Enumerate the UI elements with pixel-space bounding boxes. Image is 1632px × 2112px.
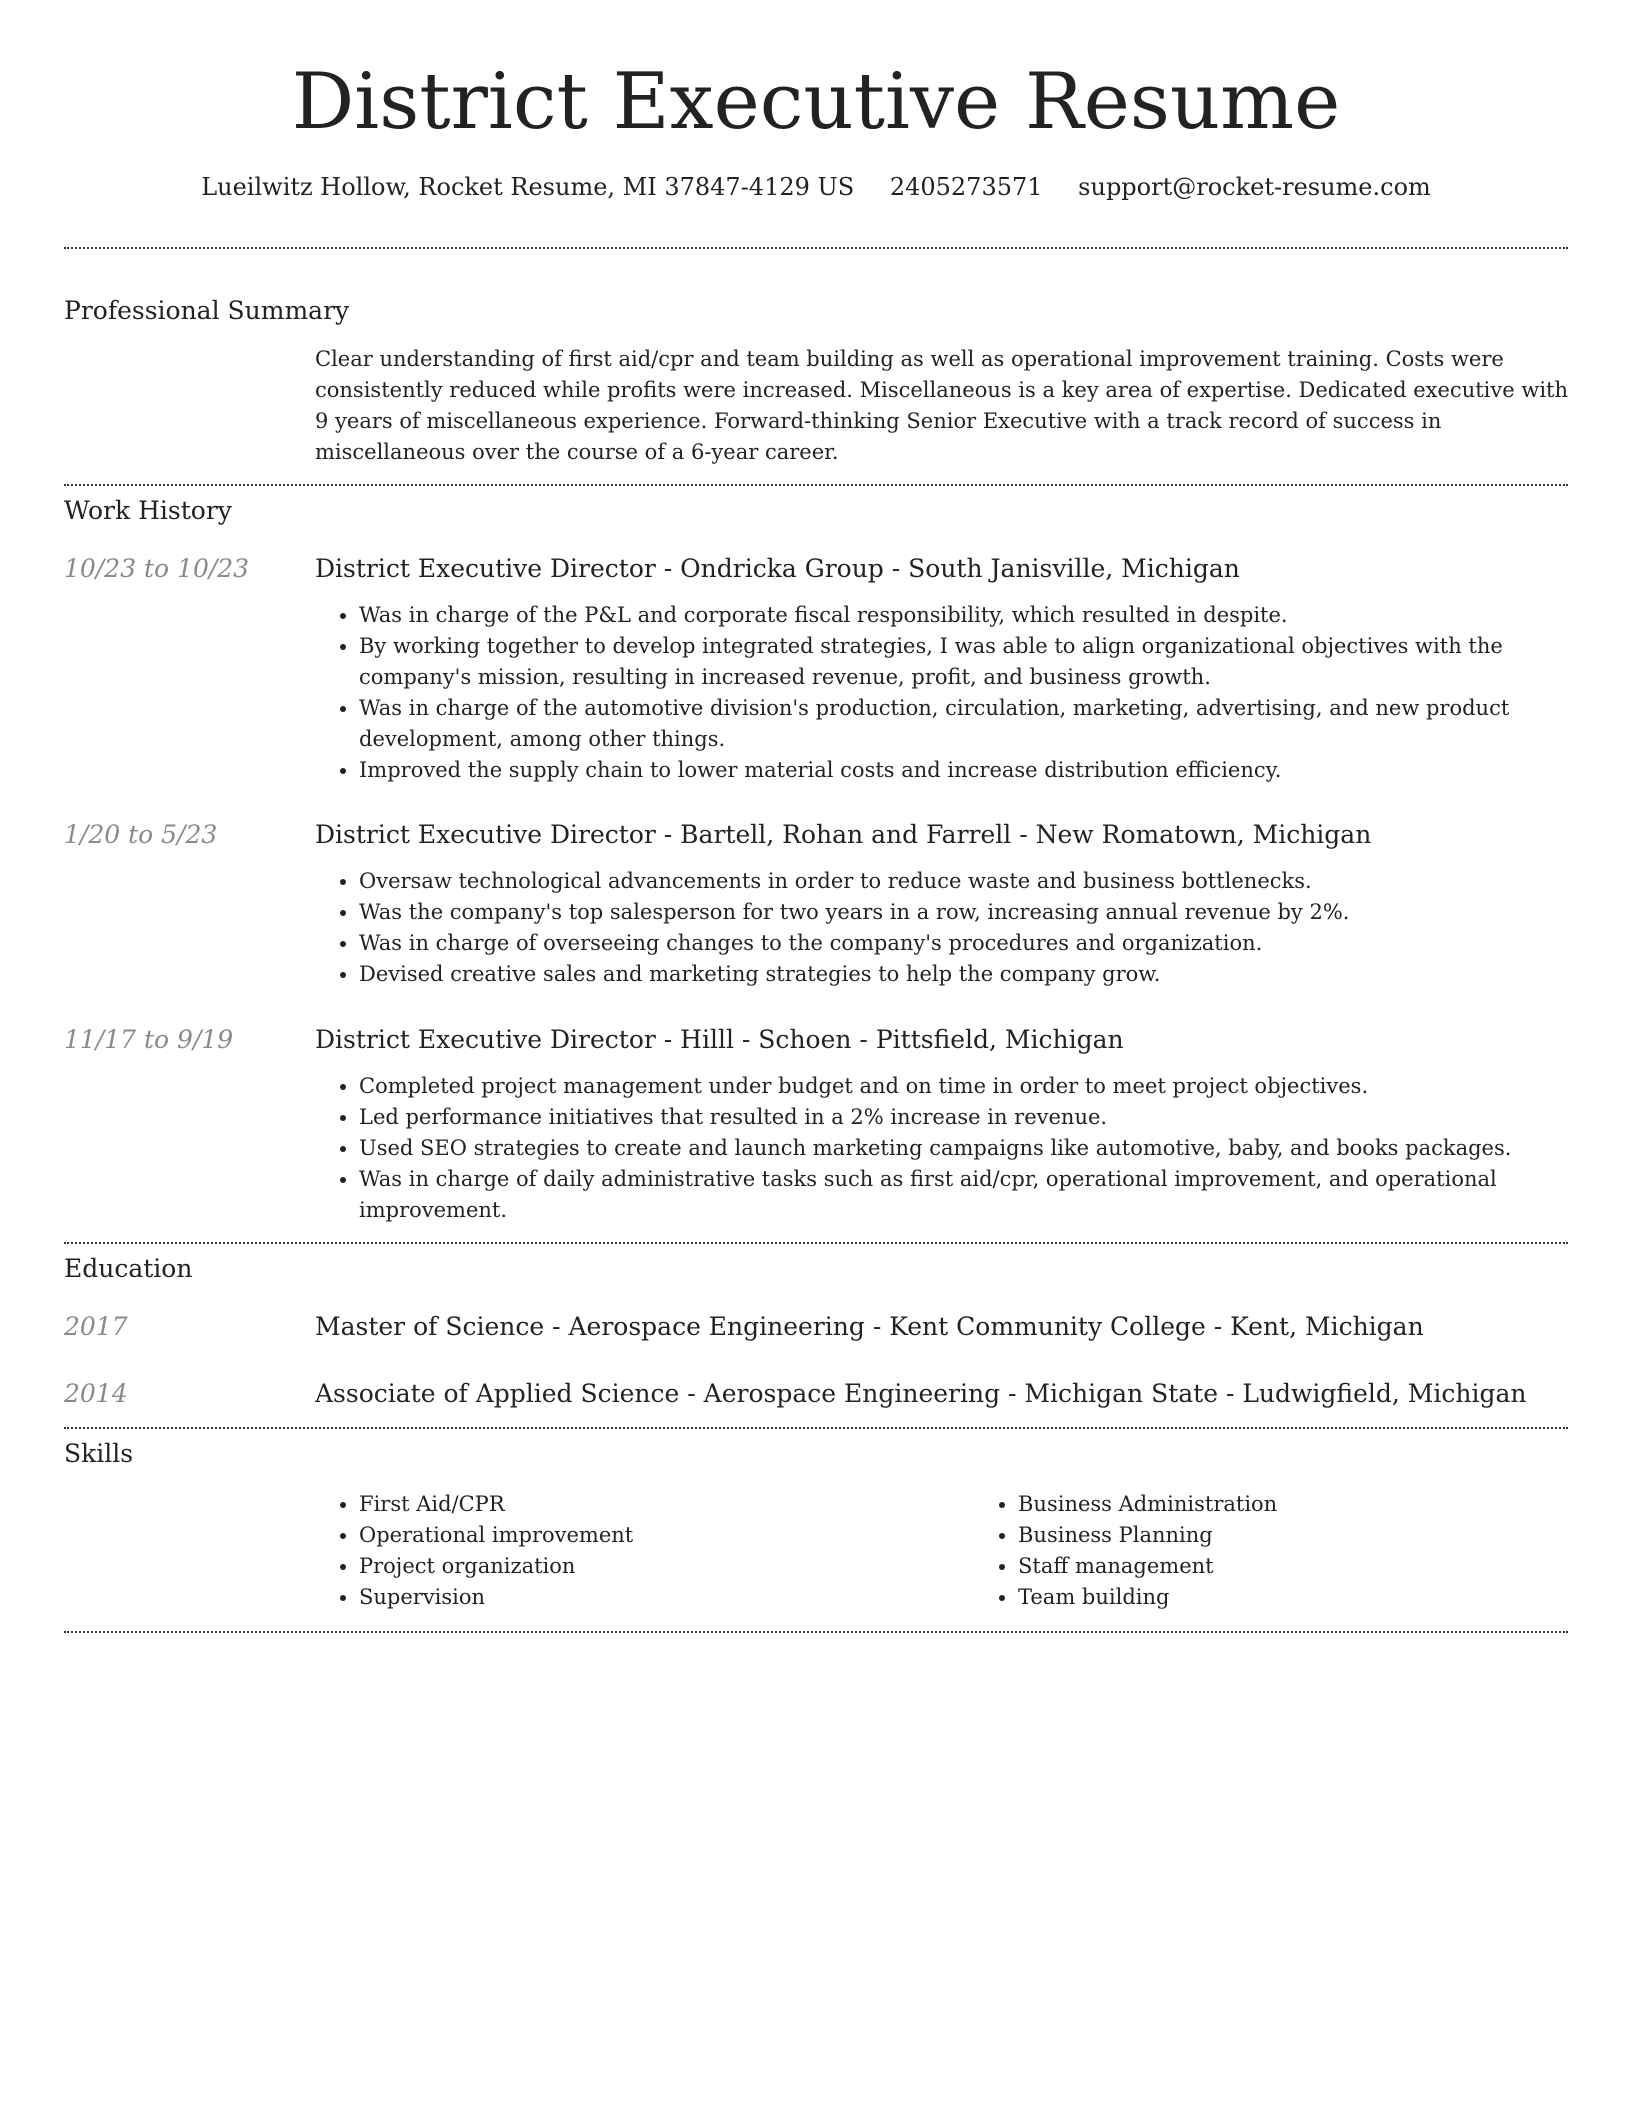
divider	[64, 1631, 1568, 1633]
contact-address: Lueilwitz Hollow, Rocket Resume, MI 37847-4129 US	[201, 173, 855, 201]
contact-phone: 2405273571	[889, 173, 1043, 201]
list-item: • Led performance initiatives that resulted in a 2% increase in revenue.	[359, 1102, 1568, 1133]
list-item: • Was the company's top salesperson for two years in a row, increasing annual revenue by 2%.	[359, 897, 1568, 928]
skills-section	[64, 1429, 1568, 1613]
list-item: • Improved the supply chain to lower material costs and increase distribution efficiency.	[359, 755, 1568, 786]
list-item: • Was in charge of the P&L and corporate fiscal responsibility, which resulted in despite.	[359, 600, 1568, 631]
summary-spacer	[64, 344, 315, 468]
education-entry	[64, 1310, 1568, 1344]
work-section	[64, 486, 1568, 1226]
job-bullets	[315, 600, 1568, 786]
list-item: • Oversaw technological advancements in order to reduce waste and business bottlenecks.	[359, 866, 1568, 897]
job-heading: District Executive Director - Ondricka Group - South Janisville, Michigan	[315, 554, 1240, 583]
skills-spacer	[64, 1489, 315, 1613]
resume-page	[64, 0, 1568, 1633]
skill-item: • Business Planning	[1018, 1520, 1568, 1551]
education-heading: Master of Science - Aerospace Engineering - Kent Community College - Kent, Michigan	[315, 1312, 1424, 1341]
job-heading: District Executive Director - Bartell, Rohan and Farrell - New Romatown, Michigan	[315, 820, 1372, 849]
job-heading: District Executive Director - Hilll - Schoen - Pittsfield, Michigan	[315, 1025, 1124, 1054]
skill-item: • Supervision	[359, 1582, 974, 1613]
skill-item: • First Aid/CPR	[359, 1489, 974, 1520]
education-year: 2017	[64, 1312, 128, 1341]
page-title: District Executive Resume	[291, 57, 1341, 147]
contact-line	[64, 170, 1568, 204]
list-item: • Completed project management under budget and on time in order to meet project objectives.	[359, 1071, 1568, 1102]
section-title-summary: Professional Summary	[64, 296, 350, 325]
skills-list-right	[974, 1489, 1568, 1613]
section-title-work: Work History	[64, 496, 232, 525]
job-dates: 10/23 to 10/23	[64, 554, 250, 583]
list-item: • Used SEO strategies to create and launch marketing campaigns like automotive, baby, and books packages.	[359, 1133, 1568, 1164]
section-title-education: Education	[64, 1254, 193, 1283]
skill-item: • Business Administration	[1018, 1489, 1568, 1520]
list-item: • Was in charge of daily administrative tasks such as first aid/cpr, operational improvement, and operational improvement.	[359, 1164, 1568, 1226]
summary-text: Clear understanding of first aid/cpr and team building as well as operational improvement training. Costs were consistently reduced while profits were increased. Miscellaneous is a key area of expertise. Dedicated executive with 9 years of miscellaneous experience. Forward-thinking Senior Executive with a track record of success in miscellaneous over the course of a 6-year career.	[315, 347, 1568, 464]
list-item: • Devised creative sales and marketing strategies to help the company grow.	[359, 959, 1568, 990]
skill-item: • Operational improvement	[359, 1520, 974, 1551]
job-dates: 11/17 to 9/19	[64, 1025, 234, 1054]
education-year: 2014	[64, 1379, 128, 1408]
skill-item: • Project organization	[359, 1551, 974, 1582]
list-item: • Was in charge of the automotive division's production, circulation, marketing, advertising, and new product development, among other things.	[359, 693, 1568, 755]
job-entry	[64, 1023, 1568, 1226]
job-entry	[64, 552, 1568, 786]
list-item: • Was in charge of overseeing changes to the company's procedures and organization.	[359, 928, 1568, 959]
section-title-skills: Skills	[64, 1439, 134, 1468]
list-item: • By working together to develop integrated strategies, I was able to align organizational objectives with the company's mission, resulting in increased revenue, profit, and business growth.	[359, 631, 1568, 693]
skill-item: • Team building	[1018, 1582, 1568, 1613]
job-bullets	[315, 1071, 1568, 1226]
contact-email: support@rocket-resume.com	[1078, 173, 1431, 201]
job-bullets	[315, 866, 1568, 990]
education-entry	[64, 1377, 1568, 1411]
job-entry	[64, 818, 1568, 990]
education-heading: Associate of Applied Science - Aerospace Engineering - Michigan State - Ludwigfield, Michigan	[315, 1379, 1527, 1408]
skills-list-left	[315, 1489, 974, 1613]
skill-item: • Staff management	[1018, 1551, 1568, 1582]
job-dates: 1/20 to 5/23	[64, 820, 218, 849]
education-section	[64, 1244, 1568, 1411]
summary-section	[64, 249, 1568, 468]
